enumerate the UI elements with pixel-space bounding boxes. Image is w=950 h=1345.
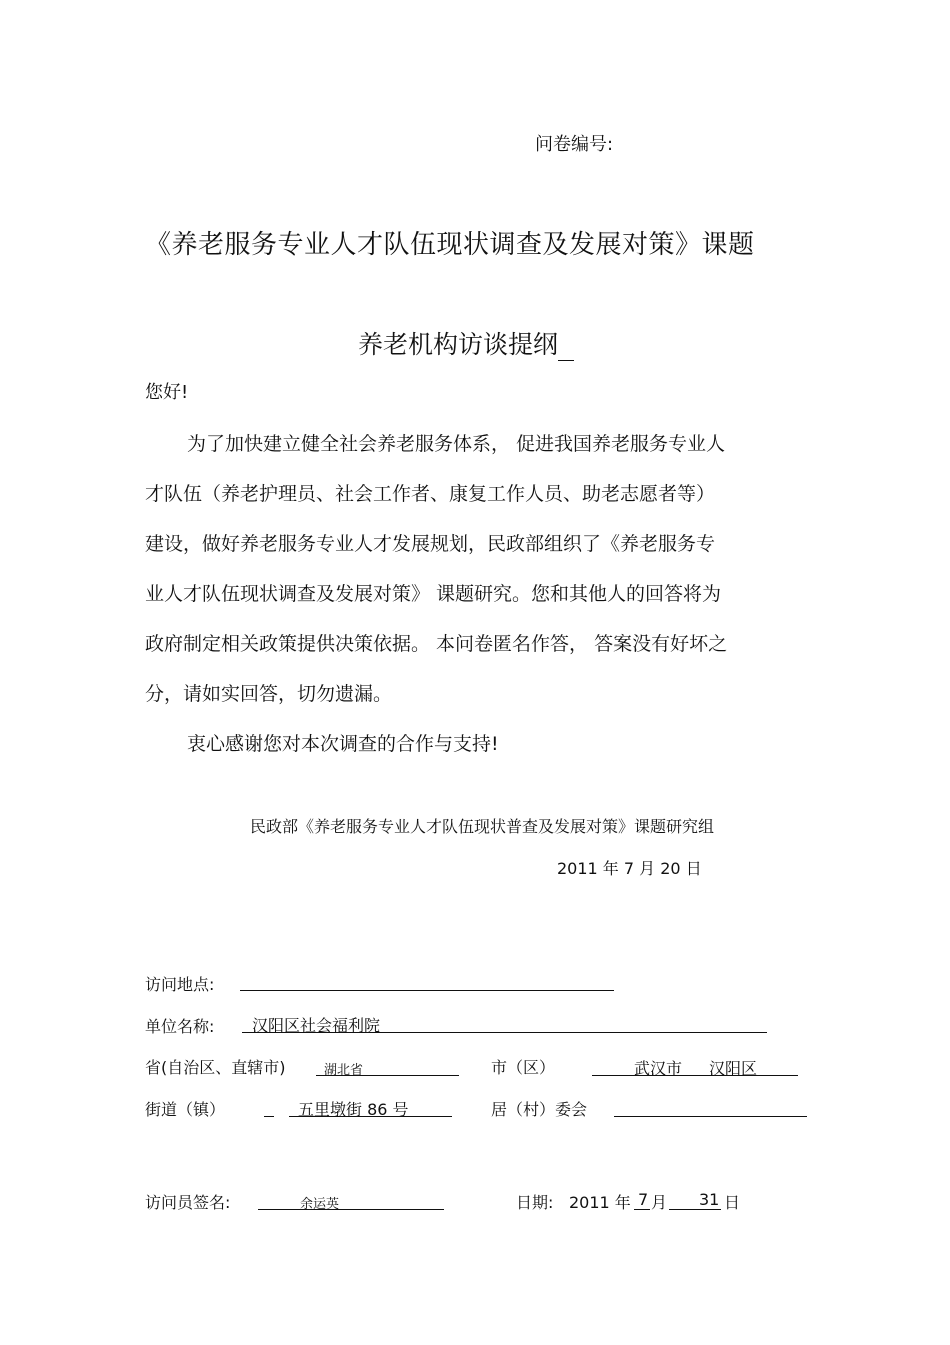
body-line-7: 衷心感谢您对本次调查的合作与支持! [187, 733, 499, 755]
signature-date: 2011 年 7 月 20 日 [557, 859, 702, 878]
date-year: 2011 年 [569, 1193, 631, 1212]
city-district-field[interactable] [592, 1056, 798, 1076]
date-day-value: 31 [699, 1190, 720, 1209]
interviewer-value: 余运英 [300, 1197, 340, 1212]
unit-name-label: 单位名称: [145, 1017, 215, 1036]
date-label: 日期: [516, 1193, 554, 1212]
document-subtitle [358, 325, 574, 361]
committee-label: 居（村）委会 [491, 1100, 588, 1119]
document-title: 《养老服务专业人才队伍现状调查及发展对策》课题 [145, 230, 755, 260]
body-line-6: 分，请如实回答，切勿遗漏。 [145, 683, 393, 705]
date-month-field[interactable] [634, 1190, 650, 1210]
body-line-1: 为了加快建立健全社会养老服务体系， 促进我国养老服务专业人 [187, 433, 726, 455]
questionnaire-number-label: 问卷编号: [535, 134, 614, 155]
visit-location-label: 访问地点: [145, 975, 215, 994]
signature-organization: 民政部《养老服务专业人才队伍现状普查及发展对策》课题研究组 [250, 817, 715, 836]
body-line-2: 才队伍（养老护理员、社会工作者、康复工作人员、助老志愿者等） [145, 483, 716, 505]
date-month-value: 7 [638, 1190, 649, 1209]
unit-name-value: 汉阳区社会福利院 [252, 1016, 381, 1035]
province-field[interactable] [316, 1056, 459, 1076]
body-line-3: 建设，做好养老服务专业人才发展规划，民政部组织了《养老服务专 [145, 533, 716, 555]
province-value: 湖北省 [324, 1063, 364, 1078]
visit-location-field[interactable] [240, 972, 614, 991]
unit-name-field[interactable] [242, 1012, 767, 1033]
interviewer-signature-field[interactable] [258, 1190, 444, 1210]
street-prefix-line [264, 1097, 274, 1117]
street-value: 五里墩街 86 号 [298, 1100, 409, 1119]
city-value: 武汉市 [634, 1059, 683, 1078]
body-line-5: 政府制定相关政策提供决策依据。 本问卷匿名作答， 答案没有好坏之 [145, 633, 728, 655]
body-line-4: 业人才队伍现状调查及发展对策》 课题研究。您和其他人的回答将为 [145, 583, 722, 605]
city-label: 市（区） [491, 1058, 556, 1077]
interviewer-label: 访问员签名: [145, 1193, 231, 1212]
greeting: 您好! [145, 382, 189, 403]
district-value: 汉阳区 [709, 1059, 758, 1078]
date-month-unit: 月 [651, 1193, 668, 1212]
province-label: 省(自治区、直辖市) [145, 1058, 286, 1077]
street-field[interactable] [289, 1097, 452, 1117]
date-day-field[interactable] [669, 1190, 721, 1210]
subtitle-text: 养老机构访谈提纲 [358, 330, 559, 359]
subtitle-underline [558, 338, 574, 361]
street-label: 街道（镇） [145, 1100, 226, 1119]
committee-field[interactable] [614, 1097, 807, 1117]
date-day-unit: 日 [724, 1193, 741, 1212]
